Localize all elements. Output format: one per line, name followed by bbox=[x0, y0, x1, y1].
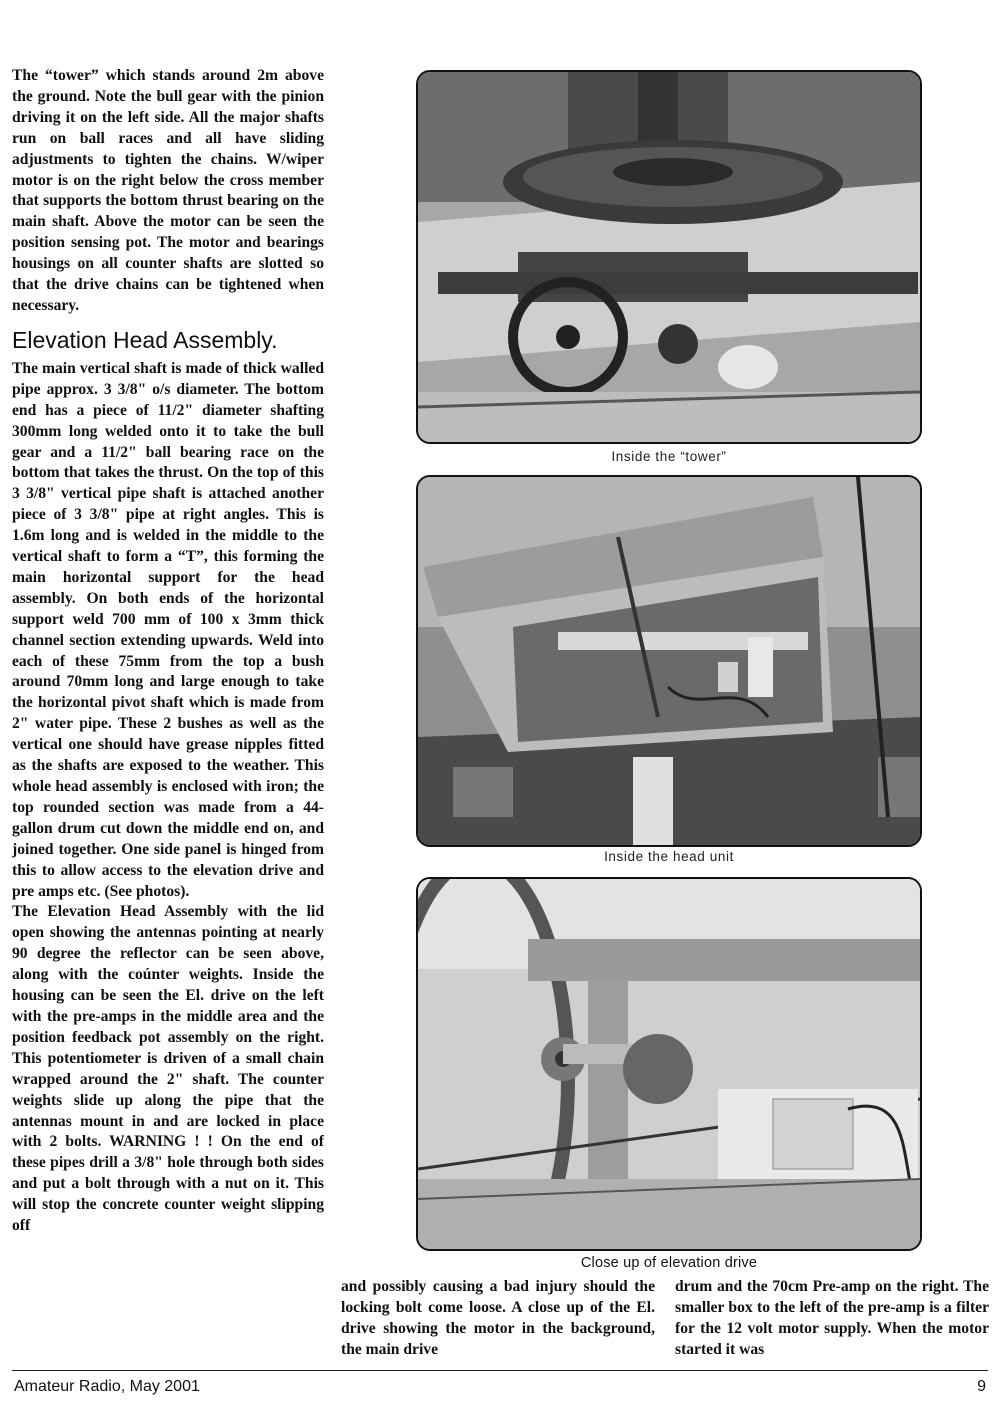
right-text-column bbox=[675, 1276, 989, 1360]
middle-text-column bbox=[341, 1276, 655, 1360]
body-paragraph-1: The main vertical shaft is made of thick walled pipe approx. 3 3/8" o/s diameter. The bottom end has a piece of 11/2" diameter shafting 300mm long welded onto it to take the bull gear and a 11/2" ball bearing race on the bottom that takes the thrust. On the top of this 3 3/8" vertical pipe shaft is attached another piece of 3 3/8" pipe at right angles. This is 1.6m long and is welded in the middle to the vertical shaft to form a “T”, this forming the main horizontal support for the head assembly. On both ends of the horizontal support weld 700 mm of 100 x 3mm thick channel section extending upwards. Weld into each of these 75mm from the top a bush around 70mm long and large enough to take the horizontal pivot shaft which is made from 2" water pipe. These 2 bushes as well as the vertical one should have grease nipples fitted as the shafts are exposed to the weather. This whole head assembly is enclosed with iron; the top rounded section was made from a 44-gallon drum cut down the middle end on, and joined together. One side panel is hinged from this to allow access to the elevation drive and pre amps etc. (See photos). bbox=[12, 359, 324, 900]
left-text-column bbox=[12, 66, 324, 1237]
page-number: 9 bbox=[977, 1378, 986, 1395]
photo-caption-head-unit: Inside the head unit bbox=[604, 849, 734, 864]
footer-divider bbox=[12, 1370, 988, 1371]
photo-caption-tower: Inside the “tower” bbox=[611, 449, 727, 464]
photo-elevation-drive bbox=[416, 877, 922, 1251]
photo-head-unit bbox=[416, 475, 922, 847]
body-paragraph-2: The Elevation Head Assembly with the lid open showing the antennas pointing at nearly 90 degree the reflector can be seen above, along with the coúnter weights. Inside the housing can be seen the El. drive on the left with the pre-amps in the middle area and the position feedback pot assembly on the right. This potentiometer is driven of a small chain wrapped around the 2" shaft. The counter weights slide up along the pipe that the antennas mount in and are locked in place with 2 bolts. WARNING ! ! On the end of these pipes drill a 3/8" hole through both sides and put a bolt through with a nut on it. This will stop the concrete counter weight slipping off bbox=[12, 903, 324, 1235]
section-heading: Elevation Head Assembly. bbox=[12, 326, 278, 353]
photo-tower-interior bbox=[416, 70, 922, 444]
intro-paragraph: The “tower” which stands around 2m above the ground. Note the bull gear with the pinion driving it on the left side. All the major shafts run on ball races and all have sliding adjustments to tighten the chains. W/wiper motor is on the right below the cross member that supports the bottom thrust bearing on the main shaft. Above the motor can be seen the position sensing pot. The motor and bearings housings on all counter shafts are slotted so that the drive chains can be tightened when necessary. bbox=[12, 67, 324, 314]
right-column-text: drum and the 70cm Pre-amp on the right. The smaller box to the left of the pre-amp is a filter for the 12 volt motor supply. When the motor started it was bbox=[675, 1278, 989, 1358]
footer-publication: Amateur Radio, May 2001 bbox=[14, 1378, 200, 1395]
middle-column-text: and possibly causing a bad injury should the locking bolt come loose. A close up of the El. drive showing the motor in the background, the main drive bbox=[341, 1278, 655, 1358]
photo-caption-elevation-drive: Close up of elevation drive bbox=[580, 1255, 758, 1271]
